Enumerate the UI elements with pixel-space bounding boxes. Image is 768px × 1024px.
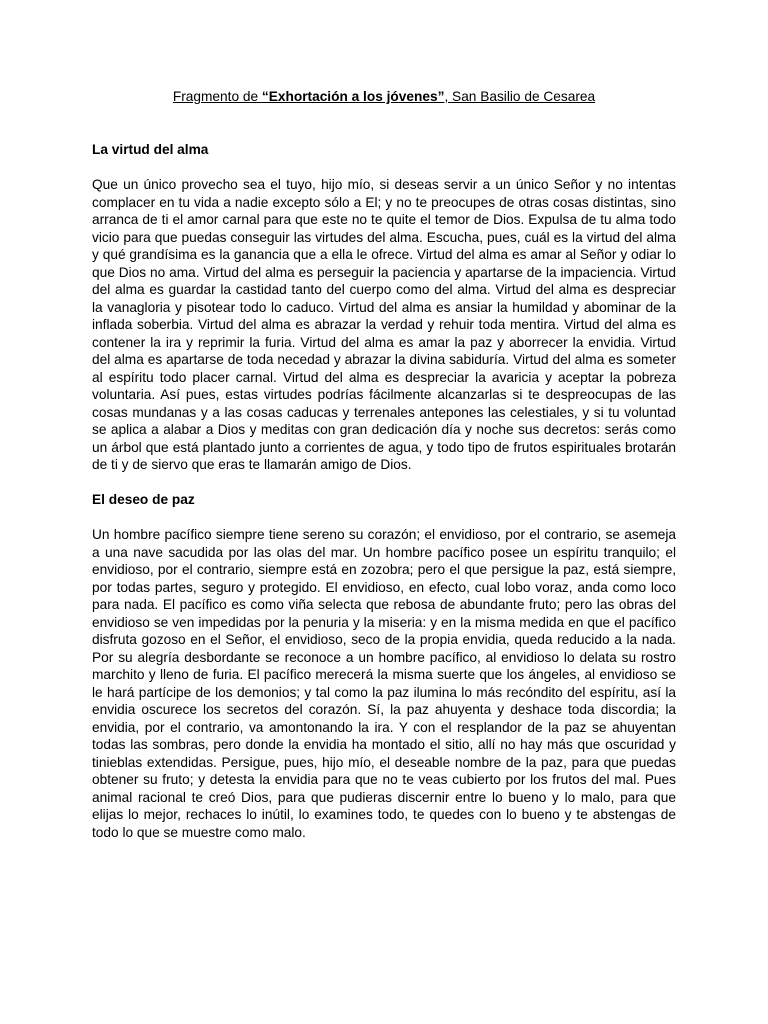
title-prefix: Fragmento de [172,89,262,104]
section-heading-paz: El deseo de paz [92,491,195,507]
section-heading-virtud: La virtud del alma [92,141,209,157]
title-work: “Exhortación a los jóvenes” [261,89,445,104]
title-suffix: , San Basilio de Cesarea [444,89,596,104]
section-paragraph-paz: Un hombre pacífico siempre tiene sereno su corazón; el envidioso, por el contrario, se asemeja a una nave sacudida por las olas del mar. Un hombre pacífico posee un espíritu tranquilo; el envidioso, por el contrario, siempre está en zozobra; pero el que persigue la paz, está siempre, por todas partes, seguro y protegido. El envidioso, en efecto, cual lobo voraz, anda como loco para nada. El pacífico es como viña selecta que rebosa de abundante fruto; pero las obras del envidioso se ven impedidas por la penuria y la miseria: y en la misma medida en que el pacífico disfruta gozoso en el Señor, el envidioso, seco de la propia envidia, queda reducido a la nada. Por su alegría desbordante se reconoce a un hombre pacífico, al envidioso lo delata su rostro marchito y lleno de furia. El pacífico merecerá la misma suerte que los ángeles, al envidioso se le hará partícipe de los demonios; y tal como la paz ilumina lo más recóndito del espíritu, así la envidia oscurece los secretos del corazón. Sí, la paz ahuyenta y deshace toda discordia; la envidia, por el contrario, va amontonando la ira. Y con el resplandor de la paz se ahuyentan todas las sombras, pero donde la envidia ha montado el sitio, allí no hay más que oscuridad y tinieblas extendidas. Persigue, pues, hijo mío, el deseable nombre de la paz, para que puedas obtener su fruto; y detesta la envidia para que no te veas cubierto por los frutos del mal. Pues animal racional te creó Dios, para que pudieras discernir entre lo bueno y lo malo, para que elijas lo mejor, rechaces lo inútil, lo examines todo, te quedes con lo bueno y te abstengas de todo lo que se muestre como malo. [92,527,676,840]
document-title [92,88,676,106]
section-paragraph-virtud: Que un único provecho sea el tuyo, hijo mío, si deseas servir a un único Señor y no intentas complacer en tu vida a nadie excepto sólo a El; y no te preocupes de otras cosas distintas, sino arranca de ti el amor carnal para que este no te quite el temor de Dios. Expulsa de tu alma todo vicio para que puedas conseguir las virtudes del alma. Escucha, pues, cuál es la virtud del alma y qué grandísima es la ganancia que a ella le ofrece. Virtud del alma es amar al Señor y odiar lo que Dios no ama. Virtud del alma es perseguir la paciencia y apartarse de la impaciencia. Virtud del alma es guardar la castidad tanto del cuerpo como del alma. Virtud del alma es despreciar la vanagloria y pisotear todo lo caduco. Virtud del alma es ansiar la humildad y abominar de la inflada soberbia. Virtud del alma es abrazar la verdad y rehuir toda mentira. Virtud del alma es contener la ira y reprimir la furia. Virtud del alma es amar la paz y aborrecer la envidia. Virtud del alma es apartarse de toda necedad y abrazar la divina sabiduría. Virtud del alma es someter al espíritu todo placer carnal. Virtud del alma es despreciar la avaricia y aceptar la pobreza voluntaria. Así pues, estas virtudes podrías fácilmente alcanzarlas si te despreocupas de las cosas mundanas y a las cosas caducas y terrenales antepones las celestiales, y si tu voluntad se aplica a alabar a Dios y meditas con gran dedicación día y noche sus decretos: serás como un árbol que está plantado junto a corrientes de agua, y todo tipo de frutos espirituales brotarán de ti y de siervo que eras te llamarán amigo de Dios. [92,177,676,472]
